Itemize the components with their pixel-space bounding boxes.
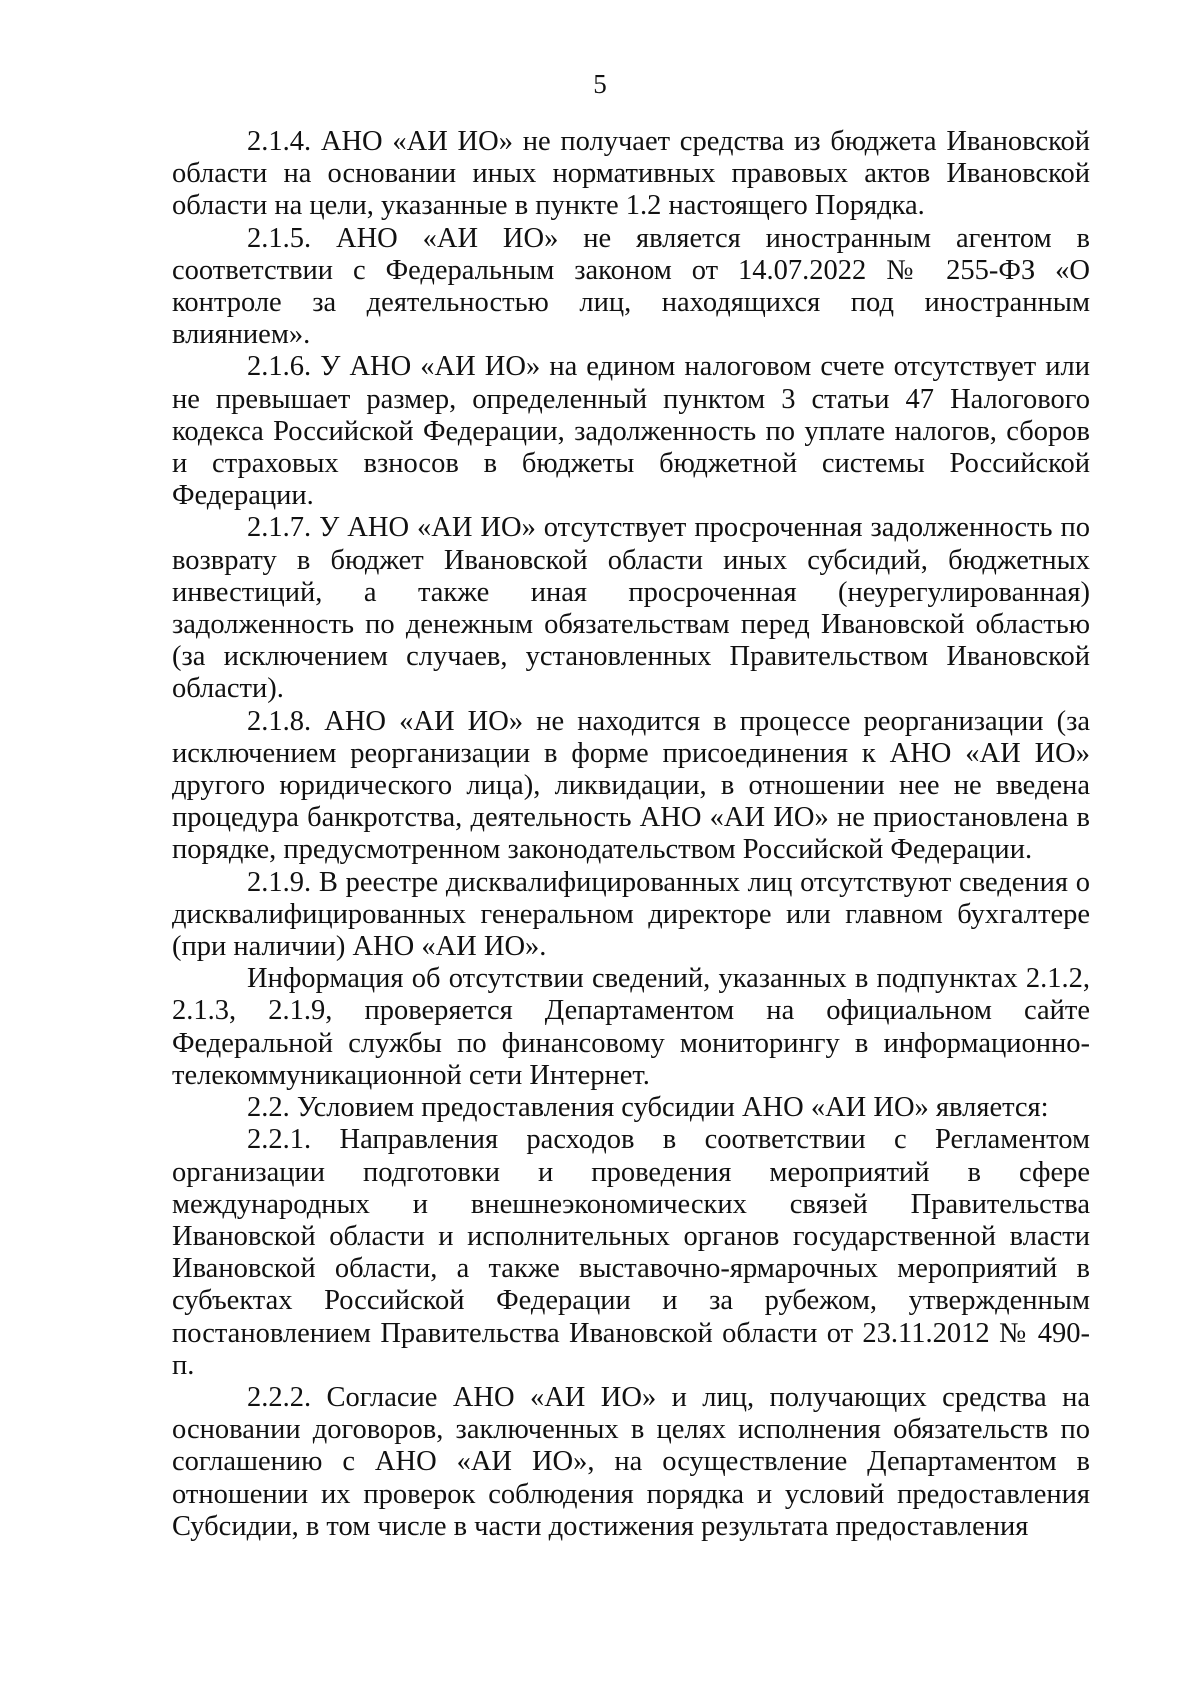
paragraph-2-2-1: 2.2.1. Направления расходов в соответствии с Регламентом организации подготовки и проведения мероприятий в сфере международных и внешнеэкономических связей Правительства Ивановской области и исполнительных органов государственной власти Ивановской области, а также выставочно-ярмарочных мероприятий в субъектах Российской Федерации и за рубежом, утвержденным постановлением Правительства Ивановской области от 23.11.2012 № 490-п. xyxy=(172,1124,1090,1381)
paragraph-2-1-4: 2.1.4. АНО «АИ ИО» не получает средства из бюджета Ивановской области на основании иных нормативных правовых актов Ивановской области на цели, указанные в пункте 1.2 настоящего Порядка. xyxy=(172,126,1090,222)
paragraph-2-2: 2.2. Условием предоставления субсидии АНО «АИ ИО» является: xyxy=(247,1092,1049,1124)
paragraph-2-1-7: 2.1.7. У АНО «АИ ИО» отсутствует просроченная задолженность по возврату в бюджет Ивановской области иных субсидий, бюджетных инвестиций, а также иная просроченная (неурегулированная) задолженность по денежным обязательствам перед Ивановской областью (за исключением случаев, установленных Правительством Ивановской области). xyxy=(172,512,1090,705)
paragraph-information-check: Информация об отсутствии сведений, указанных в подпунктах 2.1.2, 2.1.3, 2.1.9, проверяется Департаментом на официальном сайте Федеральной службы по финансовому мониторингу в информационно-телекоммуникационной сети Интернет. xyxy=(172,963,1090,1091)
paragraph-2-1-9: 2.1.9. В реестре дисквалифицированных лиц отсутствуют сведения о дисквалифицированных генеральном директоре или главном бухгалтере (при наличии) АНО «АИ ИО». xyxy=(172,866,1090,963)
paragraph-2-1-8: 2.1.8. АНО «АИ ИО» не находится в процессе реорганизации (за исключением реорганизации в форме присоединения к АНО «АИ ИО» другого юридического лица), ликвидации, в отношении нее не введена процедура банкротства, деятельность АНО «АИ ИО» не приостановлена в порядке, предусмотренном законодательством Российской Федерации. xyxy=(172,705,1090,866)
paragraph-2-2-2: 2.2.2. Согласие АНО «АИ ИО» и лиц, получающих средства на основании договоров, заключенных в целях исполнения обязательств по соглашению с АНО «АИ ИО», на осуществление Департаментом в отношении их проверок соблюдения порядка и условий предоставления Субсидии, в том числе в части достижения результата предоставления xyxy=(172,1381,1090,1542)
paragraph-2-1-6: 2.1.6. У АНО «АИ ИО» на едином налоговом счете отсутствует или не превышает размер, определенный пунктом 3 статьи 47 Налогового кодекса Российской Федерации, задолженность по уплате налогов, сборов и страховых взносов в бюджеты бюджетной системы Российской Федерации. xyxy=(172,351,1090,512)
document-body xyxy=(172,126,1090,1543)
page-number: 5 xyxy=(593,69,607,99)
paragraph-2-1-5: 2.1.5. АНО «АИ ИО» не является иностранным агентом в соответствии с Федеральным законом от 14.07.2022 № 255-ФЗ «О контроле за деятельностью лиц, находящихся под иностранным влиянием». xyxy=(172,222,1090,351)
